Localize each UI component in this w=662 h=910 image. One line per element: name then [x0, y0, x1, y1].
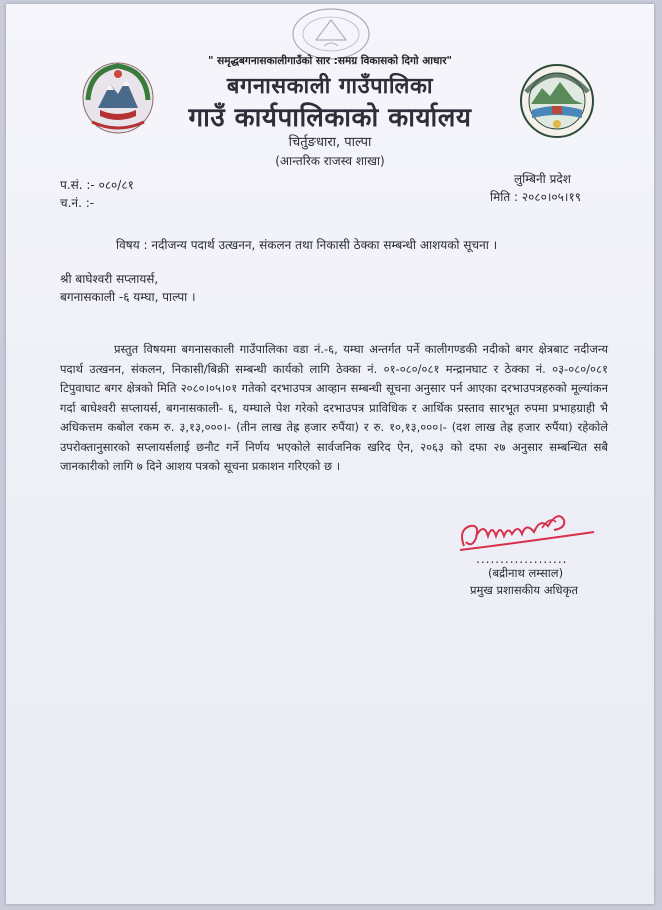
branch-name: (आन्तरिक राजस्व शाखा) [275, 154, 385, 168]
letter-date [490, 188, 581, 205]
date-label: मिति : [490, 190, 519, 204]
recipient-address: बगनासकाली -६ यम्घा, पाल्पा । [60, 290, 196, 304]
letter-body: प्रस्तुत विषयमा बगनासकाली गाउँपालिका वडा नं.-६, यम्घा अन्तर्गत पर्ने कालीगण्डकी नदीको बगर क्षेत्रबाट नदीजन्य पदार्थ उत्खनन, संकलन, निकासी/बिक्री सम्बन्धी कार्यको लागि ठेक्का नं. ०१-०८०/०८१ मन्द्रानघाट र ठेक्का नं. ०३-०८०/०८१ टिपुवाघाट बगर क्षेत्रको मिति २०८०।०५।०१ गतेको दरभाउपत्र आव्हान सम्बन्धी सूचना अनुसार पर्न आएका दरभाउपत्रहरुको मूल्यांकन गर्दा बाघेश्वरी सप्लायर्स, बगनासकाली- ६, यम्घाले पेश गरेको दरभाउपत्र प्राविधिक र आर्थिक प्रस्ताव सारभूत रुपमा प्रभाहग्राही भै अधिकत्तम कबोल रकम रु. ३,१३,०००।- (तीन लाख तेह्र हजार रुपैंया) र रु. १०,१३,०००।- (दश लाख तेह्र हजार रुपैंया) रहेकोले उपरोक्तानुसारको सप्लायर्सलाई छनौट गर्ने निर्णय भएकोले सार्वजनिक खरिद ऐन, २०६३ को दफा २७ अनुसार सम्बन्धित सबै जानकारीको लागि ७ दिने आशय पत्रको सूचना प्रकाशन गरिएको छ । [60, 342, 608, 473]
signatory-title: प्रमुख प्रशासकीय अधिकृत [470, 583, 578, 597]
letter-page [6, 4, 654, 904]
reference-ps [60, 176, 134, 193]
signature-line: ................... [476, 552, 568, 566]
office-name: गाउँ कार्यपालिकाको कार्यालय [188, 103, 472, 133]
letter-subject: विषय : नदीजन्य पदार्थ उत्खनन, संकलन तथा निकासी ठेक्का सम्बन्धी आशयको सूचना । [116, 238, 498, 252]
ps-label: प.सं. :- [60, 178, 95, 192]
letterhead-motto: " समृद्धबगनासकालीगाउँको सार :समग्र विकासको दिगो आधार" [208, 55, 452, 67]
date-value: २०८०।०५।१९ [521, 190, 581, 204]
office-address: चिर्तुङधारा, पाल्पा [288, 135, 372, 150]
province-name: लुम्बिनी प्रदेश [514, 172, 571, 186]
municipality-name: बगनासकाली गाउँपालिका [226, 74, 434, 99]
ps-value: ०८०/८१ [98, 178, 134, 192]
signatory-name: (बद्रीनाथ लम्साल) [488, 566, 564, 580]
chn-label: च.नं. :- [60, 196, 95, 210]
recipient-name: श्री बाघेश्वरी सप्लायर्स, [60, 272, 159, 286]
reference-chn [60, 194, 94, 211]
